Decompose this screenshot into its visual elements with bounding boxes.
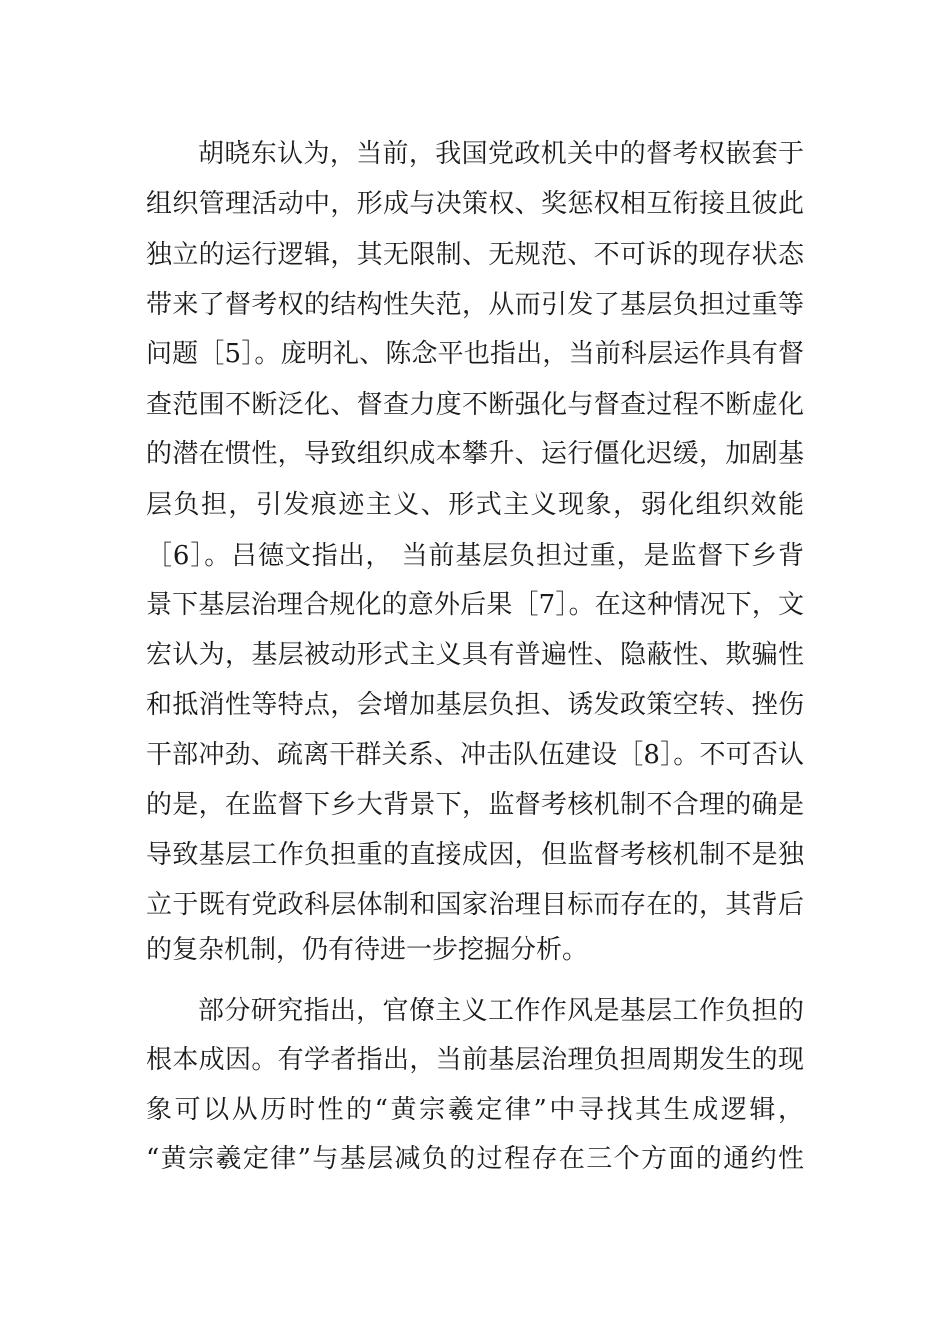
text-line: 景下基层治理合规化的意外后果［7］。在这种情况下，文 <box>146 590 804 620</box>
text-line: 层负担，引发痕迹主义、形式主义现象，弱化组织效能 <box>146 490 804 520</box>
text-line: 立于既有党政科层体制和国家治理目标而存在的，其背后 <box>146 890 804 920</box>
text-line: 带来了督考权的结构性失范，从而引发了基层负担过重等 <box>146 290 804 320</box>
text-line: 组织管理活动中，形成与决策权、奖惩权相互衔接且彼此 <box>146 189 804 219</box>
text-line: 的复杂机制，仍有待进一步挖掘分析。 <box>146 935 589 965</box>
text-line: 问题［5］。庞明礼、陈念平也指出，当前科层运作具有督 <box>146 339 804 369</box>
text-line: 象可以从历时性的“黄宗羲定律”中寻找其生成逻辑， <box>146 1095 804 1125</box>
text-line: 的是，在监督下乡大背景下，监督考核机制不合理的确是 <box>146 790 804 820</box>
text-line: 宏认为，基层被动形式主义具有普遍性、隐蔽性、欺骗性 <box>146 640 804 670</box>
text-line: “黄宗羲定律”与基层减负的过程存在三个方面的通约性 <box>146 1144 804 1174</box>
text-line: 的潜在惯性，导致组织成本攀升、运行僵化迟缓，加剧基 <box>146 439 804 469</box>
text-line: 导致基层工作负担重的直接成因，但监督考核机制不是独 <box>146 840 804 870</box>
text-line: 根本成因。有学者指出，当前基层治理负担周期发生的现 <box>146 1045 804 1075</box>
text-line: 和抵消性等特点，会增加基层负担、诱发政策空转、挫伤 <box>146 690 804 720</box>
text-line: 独立的运行逻辑，其无限制、无规范、不可诉的现存状态 <box>146 240 804 270</box>
text-line: ［6］。吕德文指出， 当前基层负担过重，是监督下乡背 <box>146 541 804 571</box>
text-line: 部分研究指出，官僚主义工作作风是基层工作负担的 <box>198 996 804 1026</box>
text-line: 干部冲劲、疏离干群关系、冲击队伍建设［8］。不可否认 <box>146 740 804 770</box>
text-line: 胡晓东认为，当前，我国党政机关中的督考权嵌套于 <box>198 139 804 169</box>
text-line: 查范围不断泛化、督查力度不断强化与督查过程不断虚化 <box>146 390 804 420</box>
